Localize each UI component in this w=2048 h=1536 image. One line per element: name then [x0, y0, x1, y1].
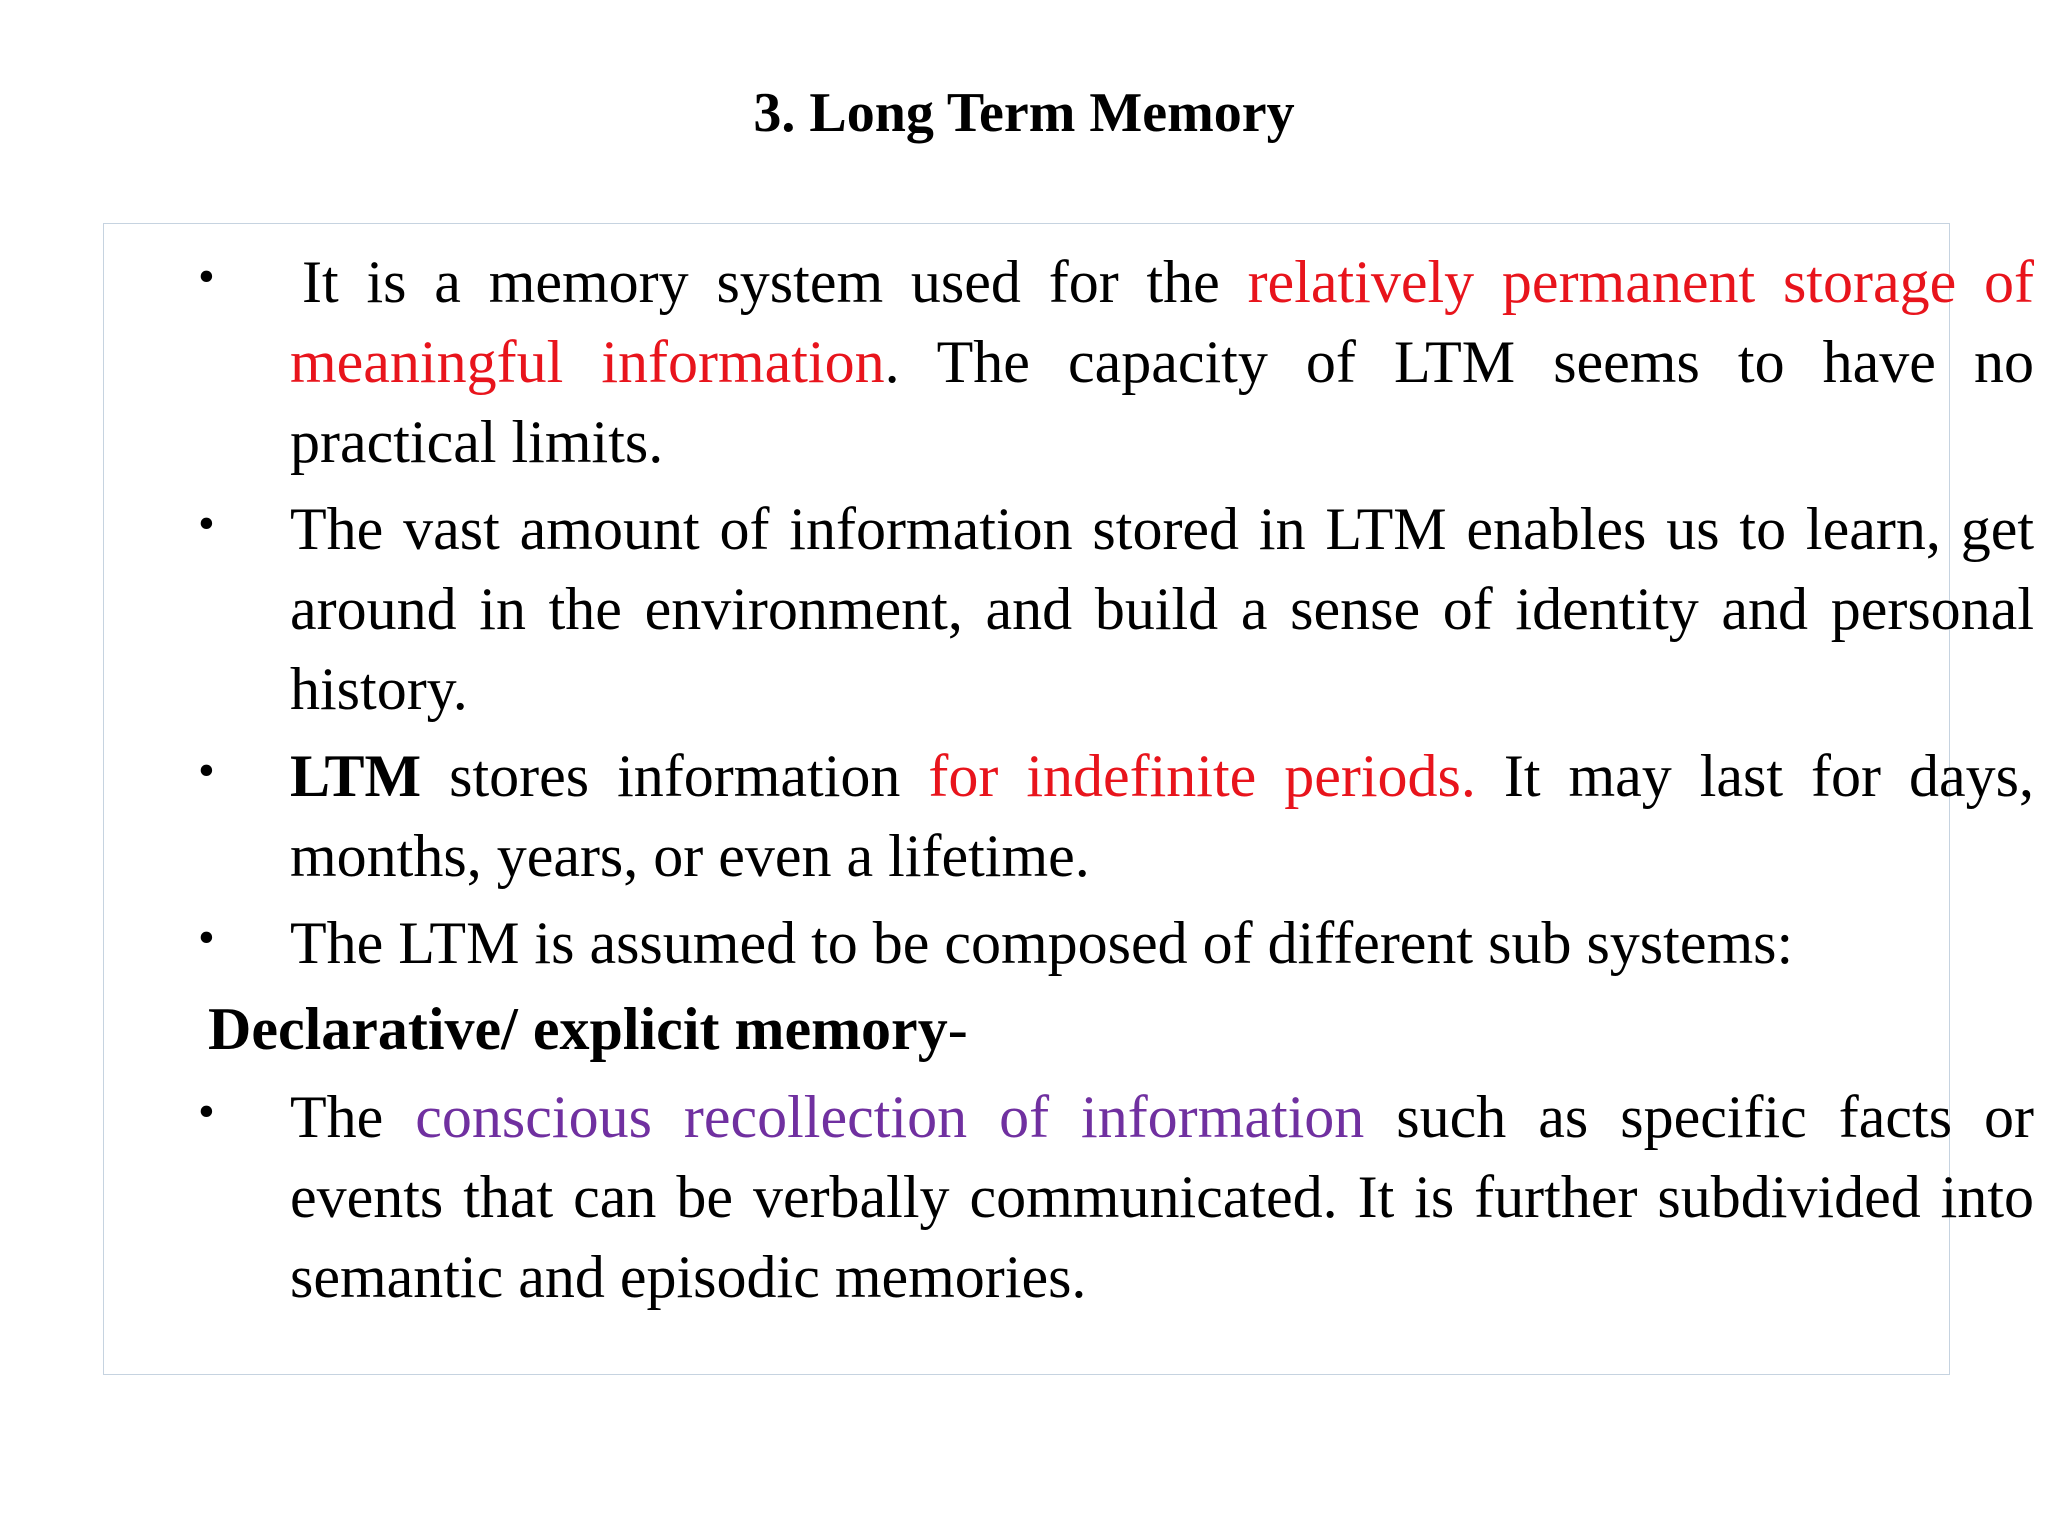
bullet-icon: • — [198, 744, 215, 797]
subheading-bold: Declarative/ explicit memory — [208, 996, 948, 1062]
bullet-item-conscious-recollection — [198, 1077, 2034, 1317]
bullet-list — [198, 242, 2034, 1317]
bullet-text: It is a memory system used for the — [302, 249, 1248, 315]
bullet-item-subsystems — [198, 903, 2034, 983]
bullet-item-duration — [198, 736, 2034, 896]
highlight-text: for indefinite periods. — [928, 743, 1476, 809]
bold-term: LTM — [290, 743, 422, 809]
bullet-icon: • — [198, 1085, 215, 1138]
bullet-icon: • — [198, 497, 215, 550]
highlight-text: conscious recollection of information — [415, 1084, 1365, 1150]
bullet-text: stores information — [421, 743, 929, 809]
slide-title: 3. Long Term Memory — [753, 82, 1295, 144]
bullet-text: such as specific facts or events that can be verbally communicated. It is further subdivided into semantic and episodic memories. — [290, 1084, 2035, 1310]
bullet-text: It may last for days, months, years, or even a lifetime. — [290, 743, 2034, 889]
bullet-text: The vast amount of information stored in LTM enables us to learn, get around in the environment, and build a sense of identity and personal history. — [290, 496, 2034, 722]
subheading-suffix: - — [947, 996, 968, 1062]
bullet-icon: • — [198, 911, 215, 964]
bullet-item-vast-amount — [198, 489, 2034, 729]
subheading-declarative — [198, 989, 2034, 1069]
bullet-icon: • — [198, 250, 215, 303]
bullet-text: The LTM is assumed to be composed of different sub systems: — [290, 910, 1794, 976]
bullet-text: The — [290, 1084, 416, 1150]
bullet-item-storage — [198, 242, 2034, 482]
highlight-text: relatively permanent storage of meaningful information — [290, 249, 2034, 395]
content-box — [103, 223, 2035, 1375]
bullet-text: . The capacity of LTM seems to have no practical limits. — [290, 329, 2034, 475]
